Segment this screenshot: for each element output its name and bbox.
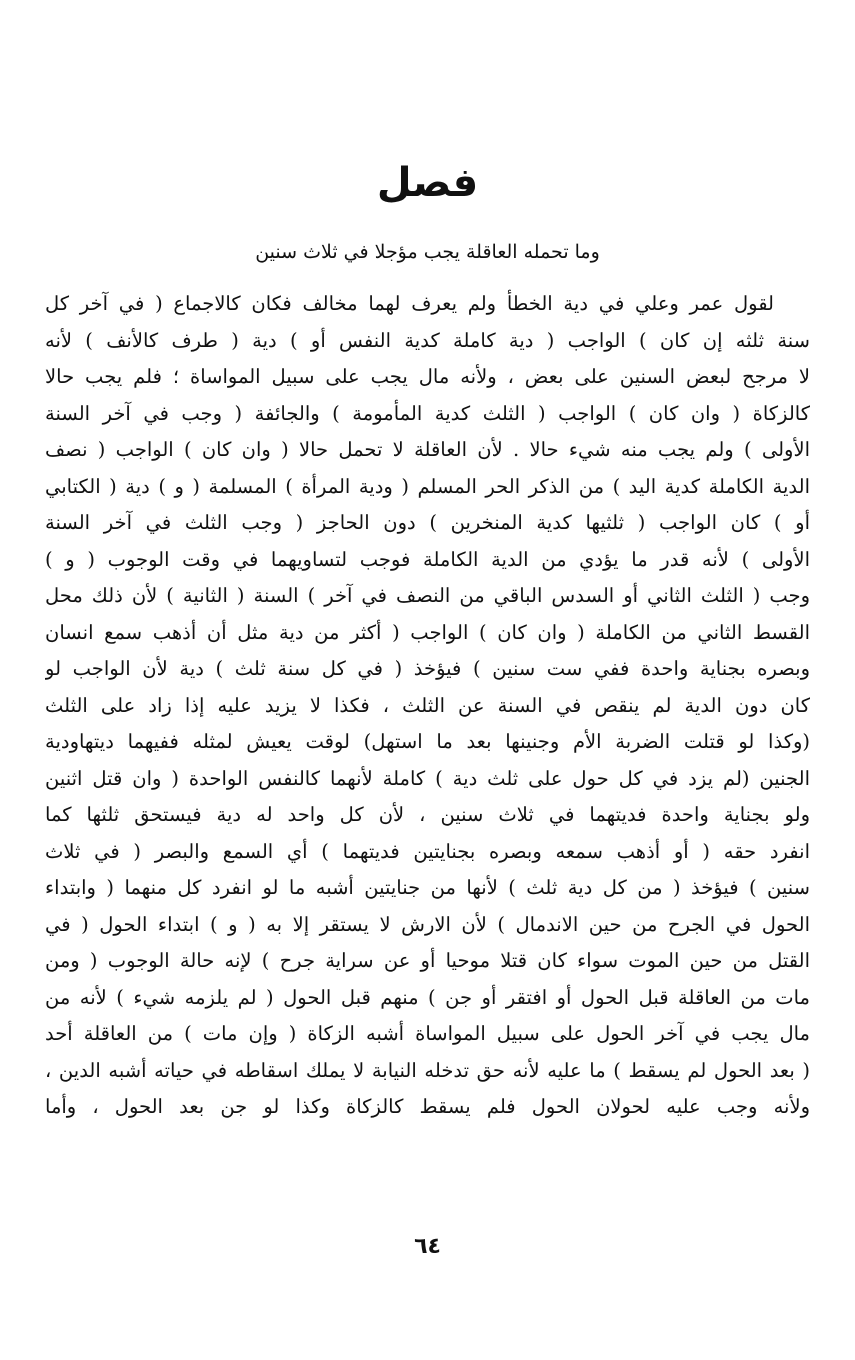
text-line: سنين ) فيؤخذ ( من كل دية ثلث ) لأنها من جنايتين أشبه ما لو انفرد كل منهما ( وابتداء (45, 876, 810, 899)
text-line: الجنين (لم يزد في كل حول على ثلث دية ) كاملة لأنهما كالنفس الواحدة ( وان قتل اثنين (45, 766, 810, 790)
text-line: كالزكاة ( وان كان ) الواجب ( الثلث كدية المأمومة ) والجائفة ( وجب في آخر السنة (45, 401, 810, 425)
text-line: الأولى ) ولم يجب منه شيء حالا . لأن العاقلة لا تحمل حالا ( وان كان ) الواجب ( نصف (45, 438, 810, 461)
text-line: ولو بجناية واحدة فديتهما في ثلاث سنين ، لأن كل واحد له دية فيستحق ثلثها كما (45, 803, 810, 826)
section-heading: فصل (376, 160, 479, 206)
text-line: لا مرجح لبعض السنين على بعض ، ولأنه مال يجب على سبيل المواساة ؛ فلم يجب حالا (45, 365, 810, 388)
text-line: انفرد حقه ( أو أذهب سمعه وبصره بجنايتين فديتهما ) أي السمع والبصر ( في ثلاث (45, 839, 810, 863)
text-line: أو ) كان الواجب ( ثلثيها كدية المنخرين ) دون الحاجز ( وجب الثلث في آخر السنة (45, 511, 810, 534)
text-line: (وكذا لو قتلت الضربة الأم وجنينها بعد ما استهل) لوقت يعيش لمثله ففيهما ديتهاودية (45, 730, 810, 753)
text-line: وبصره بجناية واحدة ففي ست سنين ) فيؤخذ ( في كل سنة ثلث ) دية لأن الواجب لو (45, 657, 810, 680)
text-line: مات من العاقلة قبل الحول أو افتقر أو جن ) منهم قبل الحول ( لم يلزمه شيء ) لأنه من (45, 985, 810, 1009)
page-number: ٦٤ (414, 1234, 441, 1259)
section-subtitle: وما تحمله العاقلة يجب مؤجلا في ثلاث سنين (255, 241, 600, 263)
text-line: الأولى ) لأنه قدر ما يؤدي من الدية الكاملة فوجب لتساويهما في وقت الوجوب ( و ) (45, 547, 810, 571)
text-line: القتل من حين الموت سواء كان قتلا موحيا أو عن سراية جرح ) لإنه حالة الوجوب ( ومن (45, 949, 810, 972)
text-line: ( بعد الحول لم يسقط ) ما عليه لأنه حق تدخله النيابة لا يملك اسقاطه في حياته أشبه الدين ، (45, 1058, 810, 1082)
text-line: الدية الكاملة كدية اليد ) من الذكر الحر المسلم ( ودية المرأة ) المسلمة ( و ) دية ( الكتابي (45, 474, 810, 498)
text-line: مال يجب في آخر الحول على سبيل المواساة أشبه الزكاة ( وإن مات ) من العاقلة أحد (45, 1022, 810, 1045)
text-line: لقول عمر وعلي في دية الخطأ ولم يعرف لهما مخالف فكان كالاجماع ( في آخر كل (45, 292, 774, 315)
text-line: كان دون الدية لم ينقص في السنة عن الثلث ، فكذا لا يزيد عليه إذا زاد على الثلث (45, 693, 810, 717)
text-line: ولأنه وجب عليه لحولان الحول فلم يسقط كالزكاة وكذا لو جن بعد الحول ، وأما (45, 1095, 810, 1118)
text-line: سنة ثلثه إن كان ) الواجب ( دية كاملة كدية النفس أو ) دية ( طرف كالأنف ) لأنه (45, 328, 810, 352)
text-line: وجب ( الثلث الثاني أو السدس الباقي من النصف في آخر ) السنة ( الثانية ) لأن ذلك محل (45, 584, 810, 607)
text-line: القسط الثاني من الكاملة ( وان كان ) الواجب ( أكثر من دية مثل أن أذهب سمع انسان (45, 620, 810, 644)
body-text (45, 286, 810, 1206)
text-line: الحول في الجرح من حين الاندمال ) لأن الارش لا يستقر إلا به ( و ) ابتداء الحول ( في (45, 912, 810, 936)
